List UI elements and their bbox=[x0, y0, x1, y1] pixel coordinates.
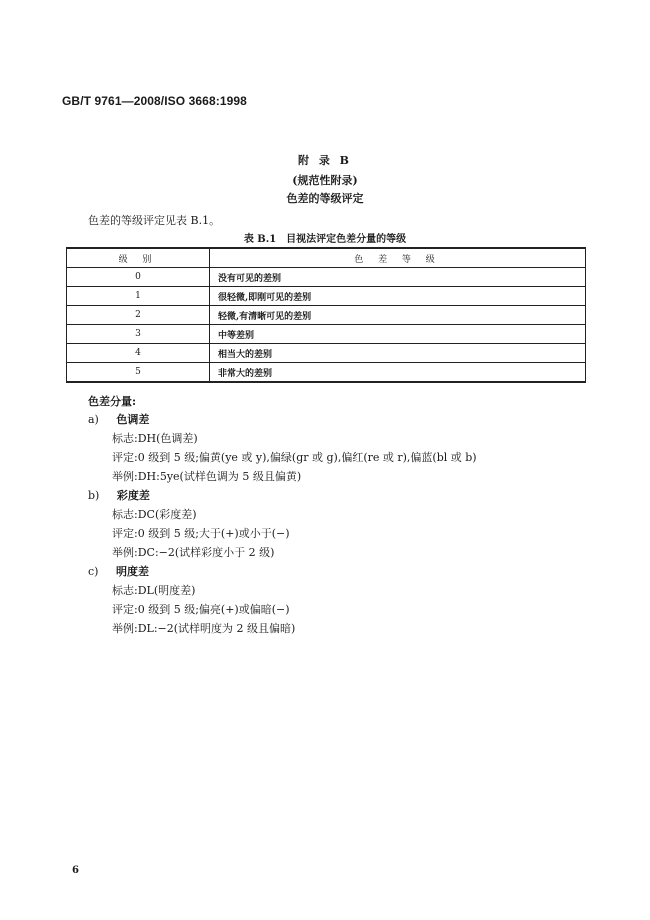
table-row bbox=[67, 287, 586, 306]
component-chroma-heading bbox=[88, 487, 150, 503]
intro-text: 色差的等级评定见表 B.1。 bbox=[88, 214, 221, 227]
description-cell: 很轻微,即刚可见的差别 bbox=[210, 287, 586, 306]
component-lightness-heading bbox=[88, 563, 149, 579]
table-header-row bbox=[67, 248, 586, 268]
table-row bbox=[67, 363, 586, 383]
appendix-subject: 色差的等级评定 bbox=[286, 192, 364, 205]
component-hue-example: 举例:DH:5ye(试样色调为 5 级且偏黄) bbox=[112, 470, 302, 483]
component-chroma-rating: 评定:0 级到 5 级;大于(+)或小于(−) bbox=[112, 527, 290, 540]
list-marker: a) bbox=[88, 413, 99, 426]
component-chroma-sign: 标志:DC(彩度差) bbox=[112, 508, 197, 521]
document-header: GB/T 9761—2008/ISO 3668:1998 bbox=[62, 94, 247, 108]
column-header-description: 色 差 等 级 bbox=[210, 248, 586, 268]
grade-cell: 1 bbox=[67, 287, 210, 306]
appendix-title: 附 录 B bbox=[298, 154, 352, 167]
grade-cell: 4 bbox=[67, 344, 210, 363]
appendix-nature: (规范性附录) bbox=[292, 174, 358, 187]
component-hue-heading bbox=[88, 411, 149, 427]
description-cell: 相当大的差别 bbox=[210, 344, 586, 363]
column-header-grade: 级 别 bbox=[67, 248, 210, 268]
grade-cell: 0 bbox=[67, 268, 210, 287]
components-title: 色差分量: bbox=[88, 395, 137, 408]
component-hue-rating: 评定:0 级到 5 级;偏黄(ye 或 y),偏绿(gr 或 g),偏红(re 或 r),偏蓝(bl 或 b) bbox=[112, 451, 477, 464]
table-row bbox=[67, 325, 586, 344]
list-marker: b) bbox=[88, 489, 100, 502]
table-caption: 表 B.1 目视法评定色差分量的等级 bbox=[243, 234, 407, 245]
grade-cell: 2 bbox=[67, 306, 210, 325]
grade-cell: 3 bbox=[67, 325, 210, 344]
description-cell: 没有可见的差别 bbox=[210, 268, 586, 287]
description-cell: 中等差别 bbox=[210, 325, 586, 344]
component-hue-sign: 标志:DH(色调差) bbox=[112, 432, 198, 445]
page-number: 6 bbox=[72, 865, 79, 876]
component-lightness-example: 举例:DL:−2(试样明度为 2 级且偏暗) bbox=[112, 622, 296, 635]
description-cell: 非常大的差别 bbox=[210, 363, 586, 383]
component-lightness-rating: 评定:0 级到 5 级;偏亮(+)或偏暗(−) bbox=[112, 603, 290, 616]
table-row bbox=[67, 306, 586, 325]
component-name: 色调差 bbox=[116, 413, 150, 426]
component-name: 彩度差 bbox=[116, 489, 150, 502]
table-row bbox=[67, 344, 586, 363]
component-lightness-sign: 标志:DL(明度差) bbox=[112, 584, 196, 597]
table-row bbox=[67, 268, 586, 287]
grade-table bbox=[66, 247, 586, 383]
component-name: 明度差 bbox=[115, 565, 149, 578]
component-chroma-example: 举例:DC:−2(试样彩度小于 2 级) bbox=[112, 546, 275, 559]
grade-cell: 5 bbox=[67, 363, 210, 383]
description-cell: 轻微,有清晰可见的差别 bbox=[210, 306, 586, 325]
list-marker: c) bbox=[88, 565, 99, 578]
